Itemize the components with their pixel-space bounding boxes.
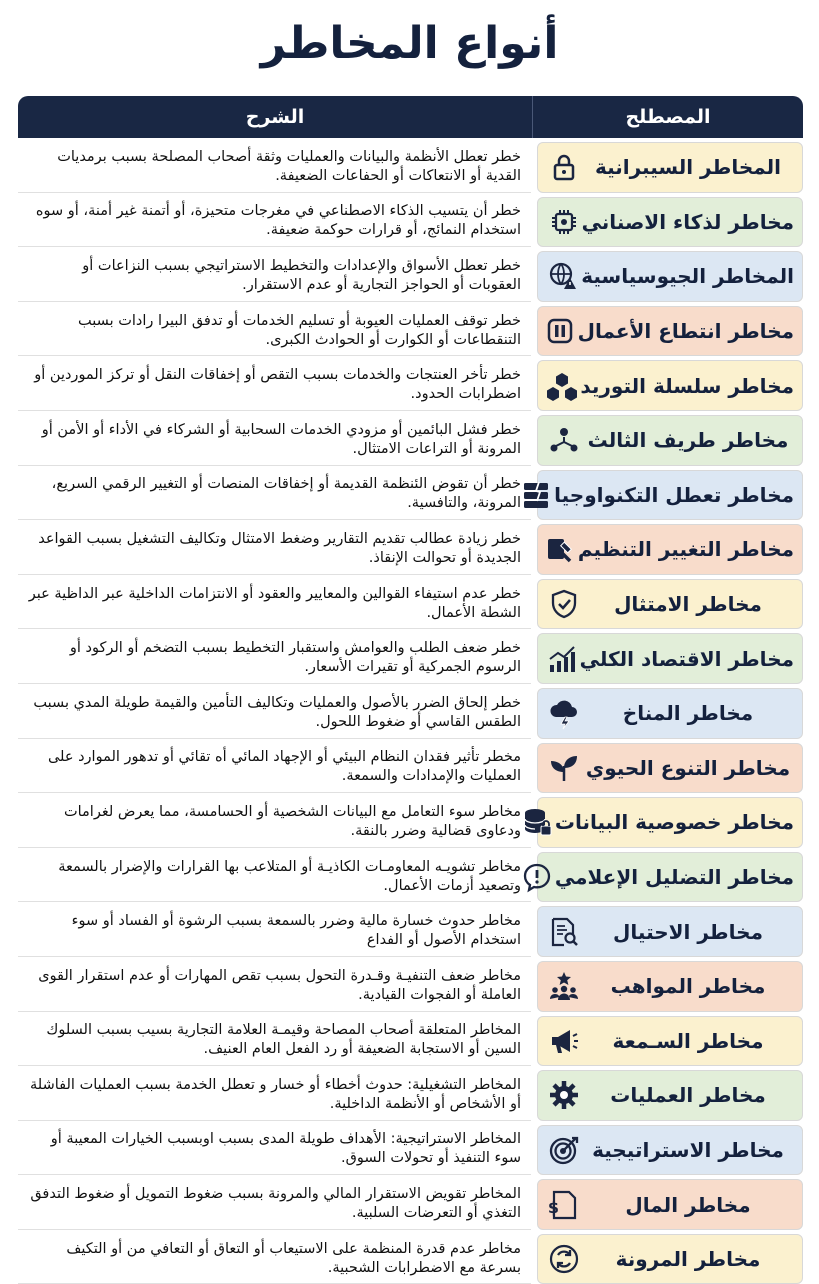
page-title: أنواع المخاطر [260,17,559,69]
description-cell: خطر تأخر العنتجات والخدمات بسبب التقص أو إخفاقات النقل أو تركز الموردين أو اضطرابات الحدود. [18,360,531,411]
term-cell [537,1234,803,1284]
term-label: مخاطر السـمعة [612,1028,764,1053]
term-label: مخاطر التنوع الحيوي [585,755,791,780]
megaphone-icon [546,1023,582,1059]
term-cell [537,197,803,248]
term-label: مخاطر العمليات [610,1083,766,1108]
table-row [18,1234,803,1284]
term-label: مخاطر المناخ [622,701,754,726]
term-label: مخاطر الاحتيال [613,919,763,944]
term-label: مخاطر لذكاء الاصناني [581,209,794,234]
table-row [18,633,803,684]
description-cell: خطر زيادة عطالب تقديم التقارير وضغط الامتثال وتكاليف التشغيل بسبب القواعد الجديدة أو تحوالت الإنقاذ. [18,524,531,575]
table-row [18,579,803,630]
term-cell [537,797,803,848]
shield-check-icon [546,586,582,622]
term-cell [537,1070,803,1121]
term-cell [537,142,803,193]
term-cell [537,470,803,521]
table-row [18,360,803,411]
header-term: المصطلح [532,96,803,138]
table-row [18,961,803,1012]
table-row [18,1125,803,1176]
table-row [18,852,803,903]
description-cell: مخطر تأثير فقدان النظام البيئي أو الإجهاد المائي أه تقائي أو تدهور الموارد على العمليات والإمدادات والسمعة. [18,743,531,794]
term-label: مخاطر انتطاع الأعمال [577,319,794,344]
trend-chart-icon [544,641,580,677]
document-search-icon [546,914,582,950]
table-body [18,142,803,1284]
term-label: المخاطر الجيوسياسية [581,264,794,289]
term-label: مخاطر المواهب [610,974,766,999]
gavel-icon [542,531,578,567]
term-cell [537,251,803,302]
pause-icon [542,313,578,349]
term-cell [537,360,803,411]
table-row [18,906,803,957]
description-cell: خطر عدم استيفاء القوالين والمعايير والعقود أو الانتزامات الداخلية عبر الداظية عبر الشطة الأعمال. [18,579,531,630]
description-cell: مخاطر عدم قدرة المنظمة على الاستيعاب أو التعاق أو التعافي من أو التكيف بسرعة مع الاضطرابات الشحبية. [18,1234,531,1284]
term-cell [537,852,803,903]
term-label: مخاطر الاستراتيجية [592,1137,784,1162]
term-label: مخاطر الاقتصاد الكلي [579,646,794,671]
description-cell: خطر أن يتسيب الذكاء الاصطناعي في مغرجات متحيزة، أو أتمنة غير أمنة، أو سوه استخدام النمائج، أو قرارات حوكمة ضعيفة. [18,197,531,248]
table-row [18,251,803,302]
table-header [18,96,803,138]
description-cell: خطر إلحاق الضرر بالأصول والعمليات وتكاليف التأمين والقيمة طويلة المدي بسبب الطقس القاسي أو ضغوط اللحول. [18,688,531,739]
table-row [18,524,803,575]
leaf-icon [546,750,582,786]
term-label: مخاطر المرونة [615,1247,761,1272]
term-cell [537,688,803,739]
description-cell: خطر تعطل الأنظمة والبيانات والعمليات وثقة أصحاب المصلحة بسبب برمديات القدية أو الانتعاكات أو الحفاعات الضعيفة. [18,142,531,193]
term-cell [537,579,803,630]
term-cell [537,633,803,684]
description-cell: مخاطر ضعف التنفيـة وقـدرة التحول بسبب تقص المهارات أو عدم استقرار القوى العاملة أو الفجوات القيادية. [18,961,531,1012]
description-cell: مخاطر حدوث خسارة مالية وضرر بالسمعة بسبب الرشوة أو الفساد أو سوء استخدام الأصول أو الفداع [18,906,531,957]
table-row [18,1070,803,1121]
description-cell: خطر تعطل الأسواق والإعدادات والتخطيط الاستراتيجي بسبب النزاعات أو العقوبات أو الحواجز التجارية أو عدم الاستقرار. [18,251,531,302]
team-star-icon [546,968,582,1004]
table-row [18,1179,803,1230]
table-row [18,306,803,357]
table-row [18,743,803,794]
description-cell: مخاطر سوء التعامل مع البيانات الشخصية أو الحسامسة، مما يعرض لغرامات ودعاوى قضالية وضرر بالنقة. [18,797,531,848]
description-cell: المخاطر التشغيلية: حدوث أخطاء أو خسار و تعطل الخدمة بسبب العمليات الفاشلة أو الأشخاص أو الأنظمة الداخلية. [18,1070,531,1121]
description-cell: خطر فشل البائمين أو مزودي الخدمات السحابية أو الشركاء في الأداء أو الأمن أو المرونة أو التراعات الامتثال. [18,415,531,466]
table-row [18,688,803,739]
term-cell [537,306,803,357]
table-row [18,470,803,521]
description-cell: خطر ضعف الطلب والعوامش واستقبار التخطيط بسبب التضخم أو الركود أو الرسوم الجمركية أو تقيرات الأسعار. [18,633,531,684]
storm-cloud-icon [546,695,582,731]
supply-chain-icon [544,368,580,404]
term-cell [537,1125,803,1176]
term-label: مخاطر التضليل الإعلامي [554,865,794,890]
ai-chip-icon [546,204,582,240]
term-cell [537,743,803,794]
description-cell: المخاطر المتعلقة أصحاب المصاحة وقيمـة العلامة التجارية بسيب بسبب السلوك السين أو الاستجابة الضعيفة أو رد الفعل العام العنيف. [18,1016,531,1067]
term-cell [537,524,803,575]
description-cell: المخاطر الاستراتيجية: الأهداف طويلة المدى بسبب اوبسبب الخيارات المعيبة أو سوء التنفيذ أو تحولات السوق. [18,1125,531,1176]
table-row [18,1016,803,1067]
term-label: مخاطر خصوصية البيانات [554,810,794,835]
description-cell: خطر أن تقوض الئنظمة القديمة أو إخفاقات المنصات أو التغيير الرقمي السريع، المرونة، والتافسية. [18,470,531,521]
header-desc: الشرح [245,106,305,128]
term-cell [537,906,803,957]
term-label: مخاطر المال [625,1192,751,1217]
table-row [18,415,803,466]
svg-text:$: $ [547,1197,559,1217]
network-people-icon [546,422,582,458]
lock-icon [546,149,582,185]
term-label: مخاطر طريف الثالث [587,428,789,453]
table-row [18,797,803,848]
risk-table [18,96,803,1284]
globe-warning-icon [545,258,581,294]
term-cell [537,415,803,466]
table-row [18,142,803,193]
money-document-icon [546,1187,582,1223]
term-label: المخاطر السيبرانية [594,155,782,180]
term-label: مخاطر سلسلة التوريد [580,373,794,398]
term-cell [537,1016,803,1067]
term-label: مخاطر تعطل التكنواوجيا [554,482,794,507]
description-cell: المخاطر تقويض الاستقرار المالي والمرونة بسبب ضغوط التمويل أو ضغوط التدفق التغذي أو التعرضات السلبية. [18,1179,531,1230]
table-row [18,197,803,248]
description-cell: خطر توقف العمليات العيوبة أو تسليم الخدمات أو تدفق البيرا رادات بسبب التنقطاعات أو الكوارت أو الحوادث الكبرى. [18,306,531,357]
term-label: مخاطر التغيير التنظيم [577,537,794,562]
refresh-icon [546,1241,582,1277]
gear-icon [546,1077,582,1113]
description-cell: مخاطر تشويـه المعاومـات الكاذيـة أو المتلاعب بها القرارات والإضرار بالسمعة وتصعيد أزمات الأعمال. [18,852,531,903]
term-label: مخاطر الامتثال [614,592,762,617]
target-icon [546,1132,582,1168]
term-cell [537,1179,803,1230]
term-cell [537,961,803,1012]
